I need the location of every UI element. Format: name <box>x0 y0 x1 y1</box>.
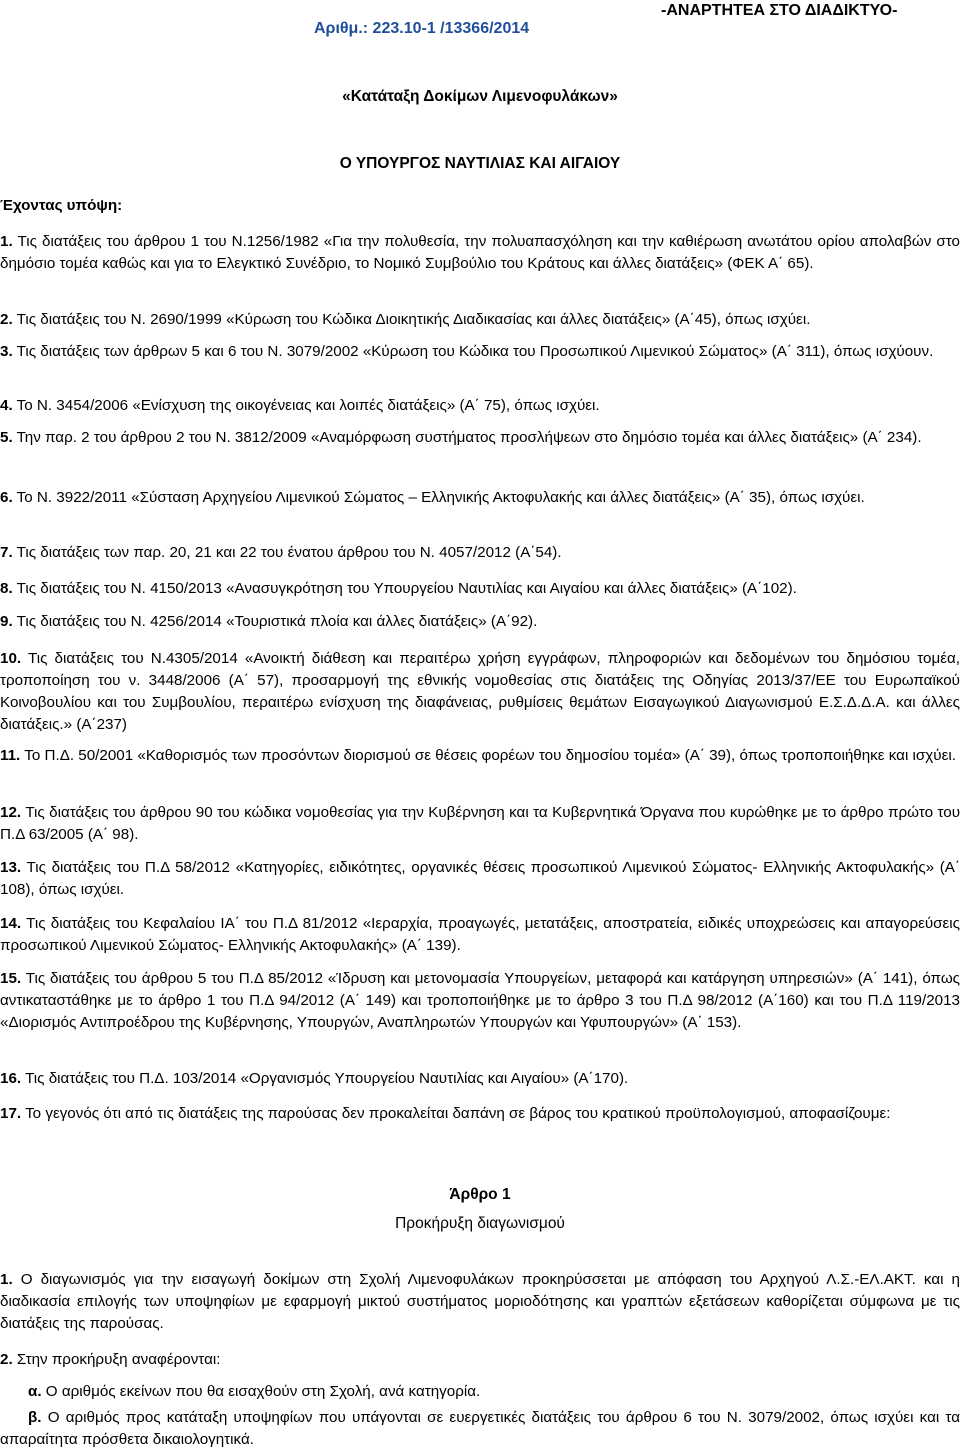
item-text: Τις διατάξεις του άρθρου 1 του Ν.1256/1982 «Για την πολυθεσία, την πολυαπασχόληση και την καθιέρωση ανωτάτου ορίου απολαβών στο δημόσιο τομέα καθώς και για το Ελεγκτικό Συνέδριο, το Νομικό Συμβούλιο του Κράτους και άλλες διατάξεις» (ΦΕΚ Α΄ 65). <box>0 233 960 272</box>
list-item <box>0 611 960 633</box>
article-subtitle: Προκήρυξη διαγωνισμού <box>395 1215 565 1232</box>
item-number: 2. <box>0 1351 13 1368</box>
item-number: 17. <box>0 1105 22 1122</box>
list-item <box>0 487 960 509</box>
item-number: 7. <box>0 544 13 561</box>
item-number: 15. <box>0 970 22 987</box>
item-text: Τις διατάξεις του Ν. 4150/2013 «Ανασυγκρότηση του Υπουργείου Ναυτιλίας και Αιγαίου και άλλες διατάξεις» (Α΄102). <box>16 580 797 597</box>
item-number: 10. <box>0 650 22 667</box>
item-text: Τις διατάξεις των άρθρων 5 και 6 του Ν. 3079/2002 «Κύρωση του Κώδικα του Προσωπικού Λιμενικού Σώματος» (Α΄ 311), όπως ισχύουν. <box>16 343 934 360</box>
item-number: β. <box>28 1409 42 1426</box>
list-item <box>0 231 960 275</box>
item-text: Την παρ. 2 του άρθρου 2 του Ν. 3812/2009 «Αναμόρφωση συστήματος προσλήψεων στο δημόσιο τομέα και άλλες διατάξεις» (Α΄ 234). <box>16 429 922 446</box>
item-number: α. <box>28 1383 42 1400</box>
item-number: 12. <box>0 804 22 821</box>
item-text: Τις διατάξεις του Π.Δ 58/2012 «Κατηγορίες, ειδικότητες, οργανικές θέσεις προσωπικού Λιμενικού Σώματος- Ελληνικής Ακτοφυλακής» (Α΄ 108), όπως ισχύει. <box>0 859 960 898</box>
item-text: Ο διαγωνισμός για την εισαγωγή δοκίμων στη Σχολή Λιμενοφυλάκων προκηρύσσεται με απόφαση του Αρχηγού Λ.Σ.-ΕΛ.ΑΚΤ. και η διαδικασία επιλογής των υποψηφίων με εφαρμογή μικτού συστήματος μοριοδότησης και γραπτών εξετάσεων καθορίζεται σύμφωνα με τις διατάξεις της παρούσας. <box>0 1271 960 1332</box>
list-item <box>0 857 960 901</box>
item-number: 13. <box>0 859 22 876</box>
list-item <box>0 913 960 957</box>
protocol-number: Αριθμ.: 223.10-1 /13366/2014 <box>314 20 530 37</box>
item-text: Ο αριθμός προς κατάταξη υποψηφίων που υπάγονται σε ευεργετικές διατάξεις του άρθρου 6 του Ν. 3079/2002, όπως ισχύει και τα απαραίτητα πρόσθετα δικαιολογητικά. <box>0 1409 960 1448</box>
article-item <box>0 1269 960 1335</box>
list-item <box>0 968 960 1034</box>
item-text: Το Ν. 3454/2006 «Ενίσχυση της οικογένειας και λοιπές διατάξεις» (Α΄ 75), όπως ισχύει. <box>16 397 600 414</box>
item-number: 3. <box>0 343 13 360</box>
item-text: Τις διατάξεις του Ν. 4256/2014 «Τουριστικά πλοία και άλλες διατάξεις» (Α΄92). <box>16 613 538 630</box>
item-text: Το Π.Δ. 50/2001 «Καθορισμός των προσόντων διορισμού σε θέσεις φορέων του δημοσίου τομέα» (Α΄ 39), όπως τροποποιήθηκε και ισχύει. <box>24 747 956 764</box>
list-item <box>0 802 960 846</box>
item-text: Το γεγονός ότι από τις διατάξεις της παρούσας δεν προκαλείται δαπάνη σε βάρος του κρατικού προϋπολογισμού, αποφασίζουμε: <box>25 1105 891 1122</box>
item-text: Τις διατάξεις του Ν. 2690/1999 «Κύρωση του Κώδικα Διοικητικής Διαδικασίας και άλλες διατάξεις» (Α΄45), όπως ισχύει. <box>16 311 811 328</box>
list-item <box>0 309 960 331</box>
considering-heading: Έχοντας υπόψη: <box>0 197 123 214</box>
document-title: «Κατάταξη Δοκίμων Λιμενοφυλάκων» <box>342 88 618 105</box>
posting-notice: -ΑΝΑΡΤΗΤΕΑ ΣΤΟ ΔΙΑΔΙΚΤΥΟ- <box>661 2 898 19</box>
item-text: Τις διατάξεις του Κεφαλαίου ΙΑ΄ του Π.Δ 81/2012 «Ιεραρχία, προαγωγές, μετατάξεις, αποστρατεία, ειδικές υποχρεώσεις και απαγορεύσεις προσωπικού Λιμενικού Σώματος- Ελληνικής Ακτοφυλακής» (Α΄ 139). <box>0 915 960 954</box>
list-item <box>0 648 960 736</box>
item-text: Τις διατάξεις του άρθρου 90 του κώδικα νομοθεσίας για την Κυβέρνηση και τα Κυβερνητικά Όργανα που κυρώθηκε με το άρθρο πρώτο του Π.Δ 63/2005 (Α΄ 98). <box>0 804 960 843</box>
item-text: Το Ν. 3922/2011 «Σύσταση Αρχηγείου Λιμενικού Σώματος – Ελληνικής Ακτοφυλακής και άλλες διατάξεις» (Α΄ 35), όπως ισχύει. <box>16 489 865 506</box>
list-item <box>0 427 960 449</box>
item-number: 6. <box>0 489 13 506</box>
list-item <box>0 341 960 363</box>
item-number: 4. <box>0 397 13 414</box>
list-item <box>0 542 960 564</box>
item-text: Στην προκήρυξη αναφέρονται: <box>16 1351 221 1368</box>
item-text: Τις διατάξεις του Π.Δ. 103/2014 «Οργανισμός Υπουργείου Ναυτιλίας και Αιγαίου» (Α΄170). <box>25 1070 629 1087</box>
item-number: 8. <box>0 580 13 597</box>
article-title: Άρθρο 1 <box>449 1186 511 1203</box>
list-item <box>0 745 960 767</box>
item-number: 16. <box>0 1070 22 1087</box>
item-number: 11. <box>0 747 21 764</box>
item-number: 5. <box>0 429 13 446</box>
list-item <box>0 1103 960 1125</box>
sub-item <box>28 1381 960 1403</box>
list-item <box>0 1068 960 1090</box>
item-number: 14. <box>0 915 22 932</box>
item-number: 2. <box>0 311 13 328</box>
sub-item <box>0 1407 960 1451</box>
article-item <box>0 1349 960 1371</box>
item-text: Τις διατάξεις των παρ. 20, 21 και 22 του ένατου άρθρου του Ν. 4057/2012 (Α΄54). <box>16 544 562 561</box>
item-number: 1. <box>0 233 13 250</box>
item-text: Τις διατάξεις του άρθρου 5 του Π.Δ 85/2012 «Ίδρυση και μετονομασία Υπουργείων, μεταφορά και κατάργηση υπηρεσιών» (Α΄ 141), όπως αντικαταστάθηκε με το άρθρο 1 του Π.Δ 94/2012 (Α΄ 149) και τροποποιήθηκε με το άρθρο 3 του Π.Δ 98/2012 (Α΄160) και του Π.Δ 119/2013 «Διορισμός Αντιπροέδρου της Κυβέρνησης, Υπουργών, Αναπληρωτών Υπουργών και Υφυπουργών» (Α΄ 153). <box>0 970 960 1031</box>
item-number: 9. <box>0 613 13 630</box>
item-text: Τις διατάξεις του Ν.4305/2014 «Ανοικτή διάθεση και περαιτέρω χρήση εγγράφων, πληροφοριών και δεδομένων του δημόσιου τομέα, τροποποίηση του ν. 3448/2006 (Α΄ 57), προσαρμογή της εθνικής νομοθεσίας στις διατάξεις της Οδηγίας 2013/37/ΕΕ του Ευρωπαϊκού Κοινοβουλίου και του Συμβουλίου, περαιτέρω ενίσχυση της διαφάνειας, ρυθμίσεις θεμάτων Εισαγωγικού Διαγωνισμού Ε.Σ.Δ.Δ.Α. και άλλες διατάξεις.» (Α΄237) <box>0 650 960 733</box>
list-item <box>0 395 960 417</box>
list-item <box>0 578 960 600</box>
item-number: 1. <box>0 1271 13 1288</box>
issuing-authority: Ο ΥΠΟΥΡΓΟΣ ΝΑΥΤΙΛΙΑΣ ΚΑΙ ΑΙΓΑΙΟΥ <box>339 155 621 172</box>
item-text: Ο αριθμός εκείνων που θα εισαχθούν στη Σχολή, ανά κατηγορία. <box>45 1383 481 1400</box>
